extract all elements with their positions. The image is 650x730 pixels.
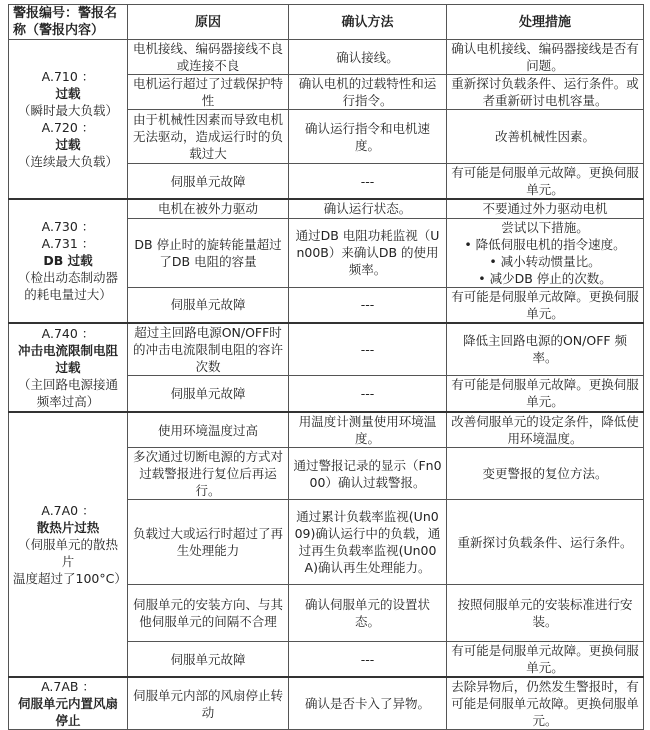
alarm-detail: A.7AB ： <box>41 679 95 694</box>
action-line: • 减少DB 停止的次数。 <box>478 270 612 286</box>
cause-cell: 伺服单元故障 <box>128 287 289 323</box>
alarm-detail: （检出动态制动器的耗电量过大） <box>17 270 118 303</box>
alarm-detail: A.720 ： <box>41 120 95 135</box>
action-cell: 确认电机接线、编码器接线是否有问题。 <box>447 40 644 75</box>
action-cell: 有可能是伺服单元故障。更换伺服单元。 <box>447 287 644 323</box>
alarm-cell <box>9 323 128 413</box>
action-cell: 去除异物后，仍然发生警报时，有可能是伺服单元故障。更换伺服单元。 <box>447 677 644 730</box>
table-row <box>9 199 644 218</box>
check-cell: 确认运行状态。 <box>289 199 447 218</box>
action-line: 尝试以下措施。 <box>501 219 589 235</box>
action-cell: 改善机械性因素。 <box>447 110 644 164</box>
check-cell: 确认接线。 <box>289 40 447 75</box>
action-cell: 重新探讨负载条件、运行条件。或者重新研讨电机容量。 <box>447 75 644 110</box>
table-row <box>9 412 644 448</box>
header-action: 处理措施 <box>447 5 644 40</box>
action-cell <box>447 218 644 287</box>
alarm-name: 散热片过热 <box>36 520 100 535</box>
check-cell: 确认运行指令和电机速度。 <box>289 110 447 164</box>
table-row <box>9 323 644 376</box>
alarm-name: DB 过载 <box>43 253 93 269</box>
alarm-cell <box>9 40 128 200</box>
header-cause: 原因 <box>128 5 289 40</box>
cause-cell: 电机在被外力驱动 <box>128 199 289 218</box>
cause-cell: DB 停止时的旋转能量超过了DB 电阻的容量 <box>128 218 289 287</box>
cause-cell: 电机运行超过了过载保护特性 <box>128 75 289 110</box>
check-cell: 确认伺服单元的设置状态。 <box>289 585 447 642</box>
check-cell: --- <box>289 287 447 323</box>
check-cell: 通过DB 电阻功耗监视（Un00B）来确认DB 的使用频率。 <box>289 218 447 287</box>
header-alarm: 警报编号：警报名称（警报内容） <box>9 5 128 40</box>
check-cell: --- <box>289 375 447 412</box>
cause-cell: 伺服单元内部的风扇停止转动 <box>128 677 289 730</box>
action-cell: 改善伺服单元的设定条件，降低使用环境温度。 <box>447 412 644 448</box>
action-cell: 有可能是伺服单元故障。更换伺服单元。 <box>447 375 644 412</box>
alarm-cell <box>9 199 128 323</box>
cause-cell: 伺服单元故障 <box>128 375 289 412</box>
alarm-detail: A.710 ： <box>41 69 95 84</box>
alarm-detail: （连续最大负载） <box>17 154 118 169</box>
alarm-cell <box>9 412 128 677</box>
header-row <box>9 5 644 40</box>
check-cell: --- <box>289 323 447 376</box>
cause-cell: 伺服单元故障 <box>128 642 289 678</box>
alarm-detail: A.740 ： <box>41 325 95 341</box>
action-line: • 降低伺服电机的指令速度。 <box>464 236 626 252</box>
cause-cell: 超过主回路电源ON/OFF时的冲击电流限制电阻的容许次数 <box>128 323 289 376</box>
alarm-detail: A.731 ： <box>41 236 95 252</box>
alarm-detail: （主回路电源接通频率过高） <box>17 376 118 409</box>
alarm-detail: （瞬时最大负载） <box>17 103 118 118</box>
alarm-name: 冲击电流限制电阻过载 <box>17 342 118 375</box>
action-cell: 有可能是伺服单元故障。更换伺服单元。 <box>447 642 644 678</box>
cause-cell: 伺服单元的安装方向、与其他伺服单元的间隔不合理 <box>128 585 289 642</box>
action-cell: 变更警报的复位方法。 <box>447 448 644 500</box>
check-cell: 通过累计负载率监视(Un009)确认运行中的负载，通过再生负载率监视(Un00A)确认再生处理能力。 <box>289 500 447 585</box>
alarm-name: 过载 <box>55 137 81 152</box>
alarm-detail: A.730 ： <box>41 219 95 235</box>
check-cell: --- <box>289 164 447 200</box>
table-row <box>9 677 644 730</box>
check-cell: --- <box>289 642 447 678</box>
cause-cell: 由于机械性因素而导致电机无法驱动，造成运行时的负载过大 <box>128 110 289 164</box>
alarm-name: 过载 <box>55 86 81 101</box>
cause-cell: 使用环境温度过高 <box>128 412 289 448</box>
action-cell: 不要通过外力驱动电机 <box>447 199 644 218</box>
check-cell: 用温度计测量使用环境温度。 <box>289 412 447 448</box>
alarm-table <box>8 4 644 730</box>
alarm-detail: （伺服单元的散热片 <box>17 537 118 569</box>
alarm-cell <box>9 677 128 730</box>
action-cell: 有可能是伺服单元故障。更换伺服单元。 <box>447 164 644 200</box>
check-cell: 确认是否卡入了异物。 <box>289 677 447 730</box>
cause-cell: 负载过大或运行时超过了再生处理能力 <box>128 500 289 585</box>
alarm-detail: A.7A0 ： <box>41 503 95 518</box>
header-check: 确认方法 <box>289 5 447 40</box>
alarm-detail: 温度超过了100°C） <box>13 571 127 586</box>
action-cell: 重新探讨负载条件、运行条件。 <box>447 500 644 585</box>
action-cell: 按照伺服单元的安装标准进行安装。 <box>447 585 644 642</box>
check-cell: 通过警报记录的显示（Fn000）确认过载警报。 <box>289 448 447 500</box>
table-row <box>9 40 644 75</box>
cause-cell: 多次通过切断电源的方式对过载警报进行复位后再运行。 <box>128 448 289 500</box>
cause-cell: 伺服单元故障 <box>128 164 289 200</box>
alarm-name: 伺服单元内置风扇停止 <box>17 696 118 728</box>
cause-cell: 电机接线、编码器接线不良或连接不良 <box>128 40 289 75</box>
check-cell: 确认电机的过载特性和运行指令。 <box>289 75 447 110</box>
action-line: • 减小转动惯量比。 <box>489 253 601 269</box>
action-cell: 降低主回路电源的ON/OFF 频率。 <box>447 323 644 376</box>
